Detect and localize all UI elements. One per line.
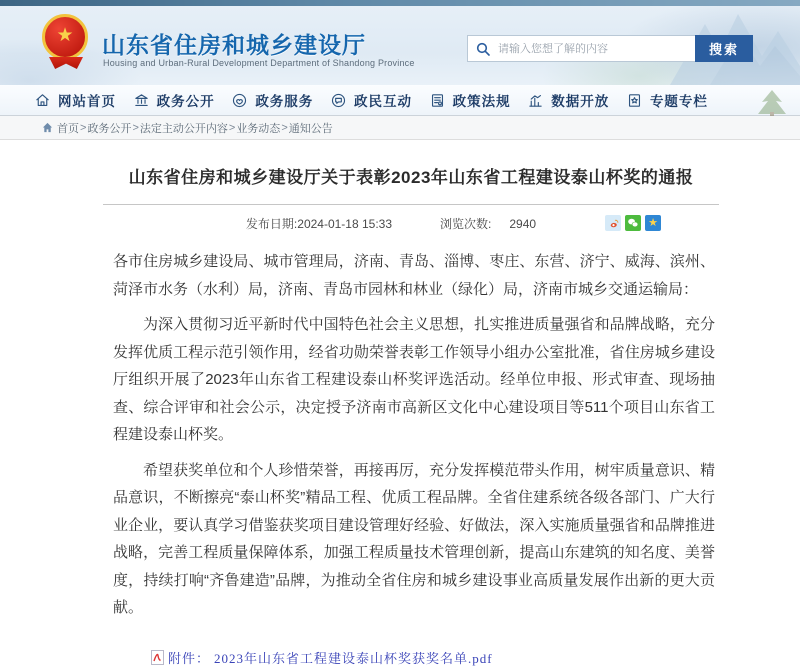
attachment-label: 附件： bbox=[168, 650, 211, 666]
article-title: 山东省住房和城乡建设厅关于表彰2023年山东省工程建设泰山杯奖的通报 bbox=[128, 168, 694, 187]
paragraph-award-decision: 为深入贯彻习近平新时代中国特色社会主义思想，扎实推进质量强省和品牌战略，充分发挥优质工程示范引领作用，经省功勋荣誉表彰工作领导小组办公室批准，省住房城乡建设厅组织开展了2023年山东省工程建设泰山杯奖评选活动。经单位申报、形式审查、现场抽查、综合评审和社会公示，决定授予济南市高新区文化中心建设项目等511个项目山东省工程建设泰山杯奖。 bbox=[113, 316, 715, 443]
site-title: 山东省住房和城乡建设厅 bbox=[102, 32, 366, 58]
site-subtitle: Housing and Urban-Rural Development Department of Shandong Province bbox=[103, 58, 415, 68]
pdf-icon bbox=[151, 650, 164, 665]
search-icon bbox=[468, 42, 498, 56]
weibo-share-icon[interactable] bbox=[605, 215, 621, 231]
national-emblem-logo bbox=[42, 14, 90, 76]
nav-item-interaction[interactable]: 政民互动 bbox=[330, 90, 412, 110]
crumb-business-updates[interactable]: 业务动态 bbox=[236, 122, 281, 135]
nav-item-gov-service[interactable]: 政务服务 bbox=[231, 90, 313, 110]
paragraph-expectations: 希望获奖单位和个人珍惜荣誉，再接再厉，充分发挥模范带头作用，树牢质量意识、精品意识，不断擦亮“泰山杯奖”精品工程、优质工程品牌。全省住建系统各级各部门、广大行业企业，要认真学习借鉴获奖项目建设管理好经验、好做法，深入实施质量强省和品牌推进战略，完善工程质量保障体系，加强工程质量技术管理创新，提高山东建筑的知名度、美誉度，持续打响“齐鲁建造”品牌，为推动全省住房和城乡建设事业高质量发展作出新的更大贡献。 bbox=[113, 461, 715, 616]
article-body bbox=[103, 242, 719, 622]
qzone-share-icon[interactable]: ★ bbox=[645, 215, 661, 231]
emblem-ribbon bbox=[49, 57, 83, 69]
nav-item-policy[interactable]: 政策法规 bbox=[429, 90, 511, 110]
search-input[interactable] bbox=[498, 43, 695, 55]
interaction-icon bbox=[330, 92, 347, 109]
nav-item-open-data[interactable]: 数据开放 bbox=[527, 90, 609, 110]
wechat-share-icon[interactable] bbox=[625, 215, 641, 231]
attachment-link[interactable] bbox=[151, 648, 719, 667]
article-container bbox=[103, 140, 719, 667]
search-box bbox=[467, 35, 753, 62]
home-icon bbox=[34, 92, 51, 109]
site-header bbox=[0, 6, 800, 85]
view-count: 浏览次数: 2940 bbox=[440, 217, 537, 231]
nav-item-gov-info[interactable]: 政务公开 bbox=[133, 90, 215, 110]
policy-icon bbox=[429, 92, 446, 109]
share-bar bbox=[605, 215, 661, 231]
special-column-icon bbox=[626, 92, 643, 109]
search-button[interactable]: 搜索 bbox=[695, 35, 753, 62]
crumb-home[interactable]: 首页 bbox=[57, 122, 79, 135]
emblem-star-icon: ★ bbox=[56, 24, 74, 46]
article-meta bbox=[103, 205, 719, 242]
institution-icon bbox=[133, 92, 150, 109]
main-nav bbox=[0, 85, 800, 116]
breadcrumb: 首页 > 政务公开 > 法定主动公开内容 > 业务动态 > 通知公告 bbox=[0, 116, 800, 140]
attachment-filename: 2023年山东省工程建设泰山杯奖获奖名单.pdf bbox=[214, 650, 493, 666]
crumb-notices[interactable]: 通知公告 bbox=[288, 122, 333, 135]
paragraph-addressees: 各市住房城乡建设局、城市管理局，济南、青岛、淄博、枣庄、东营、济宁、威海、滨州、菏泽市水务（水利）局，济南、青岛市园林和林业（绿化）局，济南市城乡交通运输局： bbox=[113, 253, 715, 298]
breadcrumb-home-icon bbox=[42, 122, 53, 133]
data-icon bbox=[527, 92, 544, 109]
service-icon bbox=[231, 92, 248, 109]
crumb-statutory-disclosure[interactable]: 法定主动公开内容 bbox=[139, 122, 228, 135]
pine-tree-art bbox=[732, 86, 792, 116]
nav-item-special-columns[interactable]: 专题专栏 bbox=[626, 90, 708, 110]
publish-date: 发布日期:2024-01-18 15:33 bbox=[245, 217, 393, 231]
nav-item-home[interactable]: 网站首页 bbox=[34, 90, 116, 110]
crumb-gov-info[interactable]: 政务公开 bbox=[87, 122, 132, 135]
